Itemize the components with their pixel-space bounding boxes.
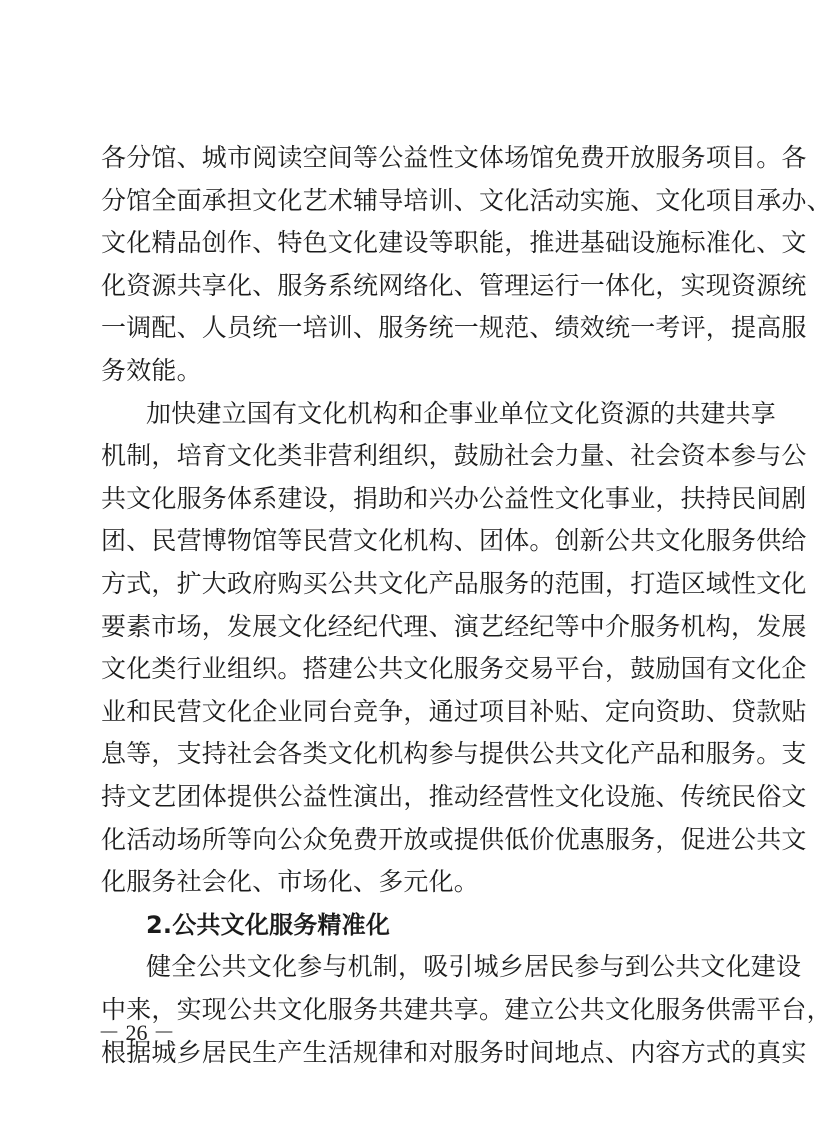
paragraph-3-line: 中来，实现公共文化服务共建共享。建立公共文化服务供需平台，: [101, 995, 832, 1024]
paragraph-1-line: 务效能。: [101, 356, 202, 385]
paragraph-2-line: 团、民营博物馆等民营文化机构、团体。创新公共文化服务供给: [101, 526, 807, 556]
paragraph-2-line: 文化类行业组织。搭建公共文化服务交易平台，鼓励国有文化企: [101, 654, 807, 684]
paragraph-3-line: 健全公共文化参与机制，吸引城乡居民参与到公共文化建设: [146, 952, 802, 982]
paragraph-2-line: 共文化服务体系建设，捐助和兴办公益性文化事业，扶持民间剧: [101, 483, 807, 513]
paragraph-1-line: 文化精品创作、特色文化建设等职能，推进基础设施标准化、文: [101, 228, 807, 258]
paragraph-2-line: 化活动场所等向公众免费开放或提供低价优惠服务，促进公共文: [101, 824, 807, 854]
paragraph-1-line: 一调配、人员统一培训、服务统一规范、绩效统一考评，提高服: [101, 313, 807, 343]
page-number: － 26 －: [98, 1020, 176, 1045]
paragraph-2-line: 持文艺团体提供公益性演出，推动经营性文化设施、传统民俗文: [101, 782, 807, 811]
paragraph-2-line: 方式，扩大政府购买公共文化产品服务的范围，打造区域性文化: [101, 569, 807, 598]
paragraph-1-line: 化资源共享化、服务系统网络化、管理运行一体化，实现资源统: [101, 270, 807, 300]
paragraph-3-line: 根据城乡居民生产生活规律和对服务时间地点、内容方式的真实: [101, 1037, 807, 1067]
paragraph-2-line: 息等，支持社会各类文化机构参与提供公共文化产品和服务。支: [101, 739, 807, 769]
section-heading: 2.公共文化服务精准化: [146, 910, 391, 939]
paragraph-2-line: 要素市场，发展文化经纪代理、演艺经纪等中介服务机构，发展: [101, 611, 807, 641]
paragraph-2-line: 加快建立国有文化机构和企事业单位文化资源的共建共享: [146, 398, 777, 428]
paragraph-2-line: 机制，培育文化类非营利组织，鼓励社会力量、社会资本参与公: [101, 441, 807, 471]
paragraph-1-line: 分馆全面承担文化艺术辅导培训、文化活动实施、文化项目承办、: [101, 185, 832, 215]
paragraph-2-line: 化服务社会化、市场化、多元化。: [101, 867, 480, 897]
paragraph-2-line: 业和民营文化企业同台竞争，通过项目补贴、定向资助、贷款贴: [101, 696, 807, 726]
paragraph-1-line: 各分馆、城市阅读空间等公益性文体场馆免费开放服务项目。各: [101, 143, 807, 172]
